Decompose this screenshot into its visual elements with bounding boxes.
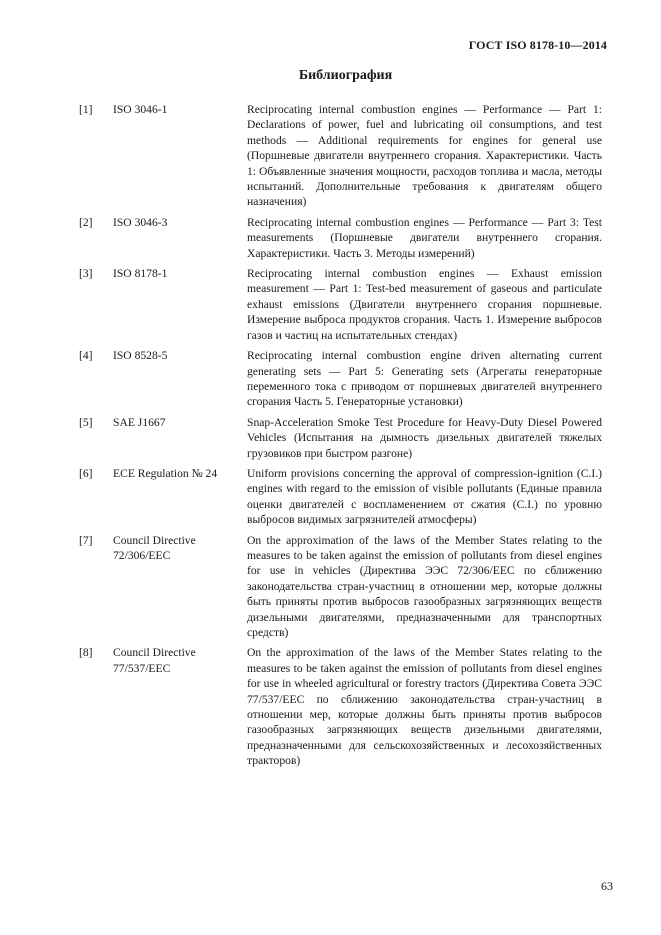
document-header: ГОСТ ISO 8178-10—2014: [468, 38, 607, 52]
entry-code: ISO 3046-1: [113, 103, 168, 116]
entry-text: Reciprocating internal combustion engines — Exhaust emission measurement — Part 1: Test-bed measurement of gaseous and particulate exhaust emissions (Двигатели внутреннего сгорания поршневые. Измерение выброса продуктов сгорания. Часть 1. Измерение выбросов газов и частиц на испытательных стендах): [247, 267, 602, 342]
entry-text: Reciprocating internal combustion engines — Performance — Part 1: Declarations of power, fuel and lubricating oil consumptions, and test methods — Additional requirements for engines for general use (Поршневые двигатели внутреннего сгорания. Характеристики. Часть 1: Объявленные значения мощности, расходов топлива и масла, методы испытаний. Дополнительные требования к двигателям общего назначения): [247, 103, 602, 209]
bibliography-entry-5: [0, 415, 661, 461]
bibliography-entry-6: [0, 466, 661, 528]
bibliography-list: [0, 102, 661, 774]
entry-code: Council Directive 72/306/EEC: [113, 533, 196, 562]
entry-number: [4]: [79, 349, 93, 363]
entry-number: [3]: [79, 267, 93, 281]
page-title: Библиография: [298, 68, 393, 83]
bibliography-entry-3: [0, 266, 661, 343]
bibliography-entry-8: [0, 645, 661, 768]
entry-number: [7]: [79, 533, 93, 547]
entry-code: Council Directive 77/537/EEC: [113, 646, 196, 675]
entry-code: ISO 3046-3: [113, 215, 168, 229]
entry-code: SAE J1667: [113, 415, 166, 429]
bibliography-entry-1: [0, 102, 661, 210]
entry-text: Reciprocating internal combustion engine driven alternating current generating sets — Part 5: Generating sets (Агрегаты генераторные переменного тока с приводом от поршневых двигателей внутреннего сгорания Часть 5. Генераторные установки): [247, 349, 602, 409]
entry-text: Uniform provisions concerning the approval of compression-ignition (C.I.) engines with regard to the emission of visible pollutants (Единые правила оценки двигателей с воспламенением от сжатия (C.I.) по уровню выбросов видимых загрязнителей атмосферы): [247, 466, 602, 527]
page-number: 63: [601, 879, 613, 893]
bibliography-entry-4: [0, 348, 661, 410]
entry-code: ISO 8528-5: [113, 349, 168, 363]
entry-code: ISO 8178-1: [113, 267, 168, 281]
entry-number: [1]: [79, 103, 93, 116]
entry-code: ECE Regulation № 24: [113, 466, 218, 480]
bibliography-entry-2: [0, 215, 661, 261]
entry-text: On the approximation of the laws of the Member States relating to the measures to be taken against the emission of pollutants from diesel engines for use in vehicles (Директива ЭЭС 72/306/EEC по сближению законодательства стран-участниц в отношении мер, которые должны быть приняты против выбросов газообразных загрязняющих веществ дизельными двигателями, предназначенными для транспортных средств): [247, 533, 602, 639]
entry-text: Reciprocating internal combustion engines — Performance — Part 3: Test measurements (Поршневые двигатели внутреннего сгорания. Характеристики. Часть 3. Методы измерений): [247, 215, 602, 260]
entry-number: [8]: [79, 646, 93, 660]
entry-number: [5]: [79, 415, 93, 429]
bibliography-entry-7: [0, 533, 661, 641]
entry-text: Snap-Acceleration Smoke Test Procedure for Heavy-Duty Diesel Powered Vehicles (Испытания на дымность дизельных двигателей тяжелых грузовиков при быстром разгоне): [247, 415, 602, 460]
entry-number: [2]: [79, 215, 93, 229]
entry-number: [6]: [79, 466, 93, 480]
entry-text: On the approximation of the laws of the Member States relating to the measures to be taken against the emission of pollutants from diesel engines for use in wheeled agricultural or forestry tractors (Директива Совета ЭЭС 77/537/EEC по сближению законодательства стран-участниц в отношении мер, которые должны быть приняты против выбросов газообразных загрязняющих веществ дизельными двигателями, предназначенными для сельскохозяйственных и лесохозяйственных тракторов): [247, 646, 602, 768]
